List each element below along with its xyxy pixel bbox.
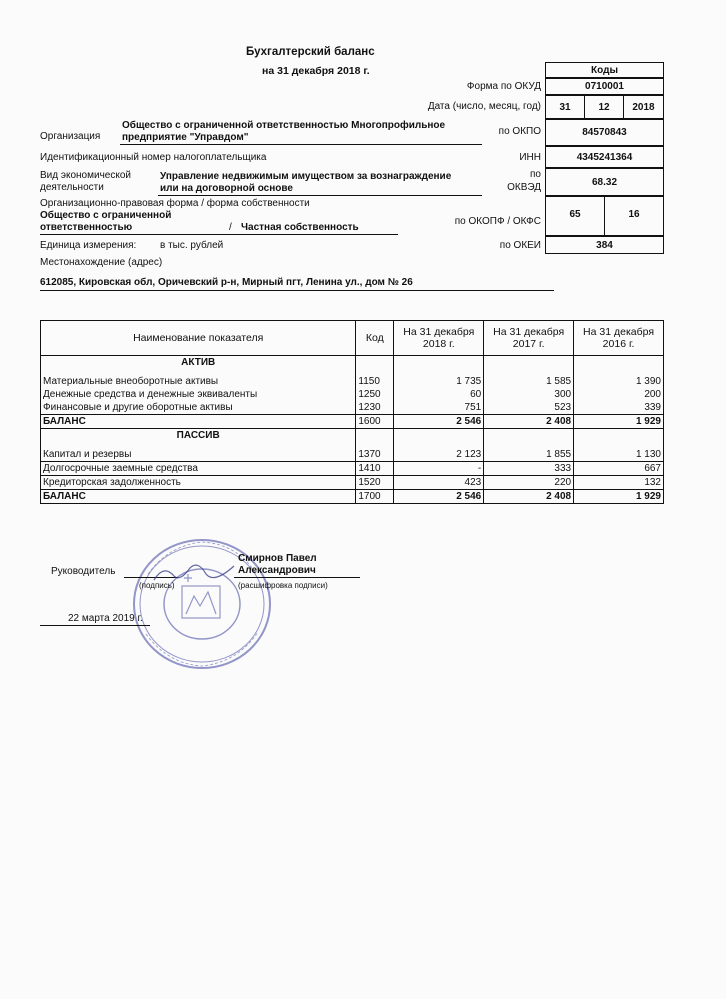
decode-caption: (расшифровка подписи) (238, 581, 328, 590)
okud-code: 0710001 (545, 78, 664, 95)
table-row (41, 401, 664, 415)
row-name: Капитал и резервы (41, 443, 356, 462)
row-code: 1230 (356, 401, 394, 415)
row-code: 1410 (356, 462, 394, 476)
date-year: 2018 (623, 95, 664, 119)
row-code: 1150 (356, 370, 394, 388)
row-value-2017: 300 (484, 388, 574, 401)
row-code: 1700 (356, 490, 394, 504)
org-label: Организация (40, 131, 101, 142)
signatory-name-line2: Александрович (238, 565, 316, 576)
address-label: Местонахождение (адрес) (40, 257, 163, 268)
row-name: Денежные средства и денежные эквиваленты (41, 388, 356, 401)
unit-label: Единица измерения: (40, 240, 137, 251)
row-name: БАЛАНС (41, 415, 356, 429)
row-value-2018: 423 (394, 476, 484, 490)
inn-caption: Идентификационный номер налогоплательщика (40, 152, 267, 163)
row-value-2016: 1 130 (574, 443, 664, 462)
table-row (41, 443, 664, 462)
codes-header: Коды (545, 62, 664, 78)
balance-table (40, 320, 664, 504)
okopf-label: по ОКОПФ / ОКФС (454, 216, 541, 227)
table-row (41, 370, 664, 388)
section-title-liabilities: ПАССИВ (41, 429, 356, 444)
inn-code: 4345241364 (545, 146, 664, 168)
header-2018: На 31 декабря 2018 г. (394, 321, 484, 356)
org-name-line1: Общество с ограниченной ответственностью Многопрофильное (122, 120, 446, 131)
date-month: 12 (584, 95, 624, 119)
row-name: Долгосрочные заемные средства (41, 462, 356, 476)
legal-form-caption: Организационно-правовая форма / форма собственности (40, 198, 310, 209)
section-assets (41, 356, 664, 371)
header-2016: На 31 декабря 2016 г. (574, 321, 664, 356)
unit-value: в тыс. рублей (160, 240, 224, 251)
report-date: на 31 декабря 2018 г. (262, 65, 370, 77)
row-value-2016: 132 (574, 476, 664, 490)
activity-label-line2: деятельности (40, 182, 104, 193)
row-value-2016: 1 390 (574, 370, 664, 388)
row-value-2017: 523 (484, 401, 574, 415)
table-row (41, 476, 664, 490)
signatory-name-line1: Смирнов Павел (238, 553, 317, 564)
row-value-2017: 1 585 (484, 370, 574, 388)
row-value-2018: 2 546 (394, 415, 484, 429)
row-code: 1600 (356, 415, 394, 429)
okopf-code: 65 (545, 196, 605, 236)
okved-code: 68.32 (545, 168, 664, 196)
row-value-2016: 1 929 (574, 415, 664, 429)
row-value-2018: 751 (394, 401, 484, 415)
okfs-code: 16 (604, 196, 664, 236)
row-code: 1370 (356, 443, 394, 462)
row-value-2016: 1 929 (574, 490, 664, 504)
okved-label-line1: по (530, 169, 541, 180)
inn-label: ИНН (519, 152, 541, 163)
signing-date: 22 марта 2019 г. (68, 613, 143, 624)
date-label: Дата (число, месяц, год) (427, 101, 541, 112)
section-liabilities (41, 429, 664, 444)
row-value-2018: - (394, 462, 484, 476)
org-name-line2: предприятие "Управдом" (122, 132, 249, 143)
activity-line2: или на договорной основе (160, 183, 293, 194)
row-value-2018: 1 735 (394, 370, 484, 388)
ownership-form: Частная собственность (241, 222, 359, 233)
row-name: Кредиторская задолженность (41, 476, 356, 490)
table-row (41, 388, 664, 401)
row-value-2018: 60 (394, 388, 484, 401)
row-name: Финансовые и другие оборотные активы (41, 401, 356, 415)
header-name: Наименование показателя (41, 321, 356, 356)
address-value: 612085, Кировская обл, Оричевский р-н, Мирный пгт, Ленина ул., дом № 26 (40, 277, 413, 288)
signatory-role: Руководитель (51, 566, 116, 577)
legal-form-line2: ответственностью (40, 222, 133, 233)
header-code: Код (356, 321, 394, 356)
row-value-2017: 333 (484, 462, 574, 476)
row-value-2018: 2 546 (394, 490, 484, 504)
row-value-2017: 2 408 (484, 490, 574, 504)
signature-mark (150, 558, 240, 586)
section-title-assets: АКТИВ (41, 356, 356, 371)
legal-form-slash: / (229, 222, 232, 233)
okei-code: 384 (545, 236, 664, 254)
row-value-2016: 200 (574, 388, 664, 401)
table-row-total (41, 415, 664, 429)
row-value-2017: 2 408 (484, 415, 574, 429)
table-header-row (41, 321, 664, 356)
table-row (41, 462, 664, 476)
signature-caption: (подпись) (139, 581, 175, 590)
activity-line1: Управление недвижимым имуществом за вознаграждение (160, 171, 452, 182)
date-day: 31 (545, 95, 585, 119)
row-name: Материальные внеоборотные активы (41, 370, 356, 388)
row-value-2017: 1 855 (484, 443, 574, 462)
row-code: 1520 (356, 476, 394, 490)
okved-label-line2: ОКВЭД (507, 182, 541, 193)
document-title: Бухгалтерский баланс (246, 46, 375, 58)
legal-form-line1: Общество с ограниченной (40, 210, 172, 221)
okpo-code: 84570843 (545, 119, 664, 146)
row-value-2016: 667 (574, 462, 664, 476)
row-value-2016: 339 (574, 401, 664, 415)
activity-label-line1: Вид экономической (40, 170, 131, 181)
row-name: БАЛАНС (41, 490, 356, 504)
okpo-label: по ОКПО (498, 126, 541, 137)
row-value-2018: 2 123 (394, 443, 484, 462)
table-row-total (41, 490, 664, 504)
okud-label: Форма по ОКУД (466, 81, 541, 92)
row-code: 1250 (356, 388, 394, 401)
header-2017: На 31 декабря 2017 г. (484, 321, 574, 356)
row-value-2017: 220 (484, 476, 574, 490)
okei-label: по ОКЕИ (499, 240, 541, 251)
